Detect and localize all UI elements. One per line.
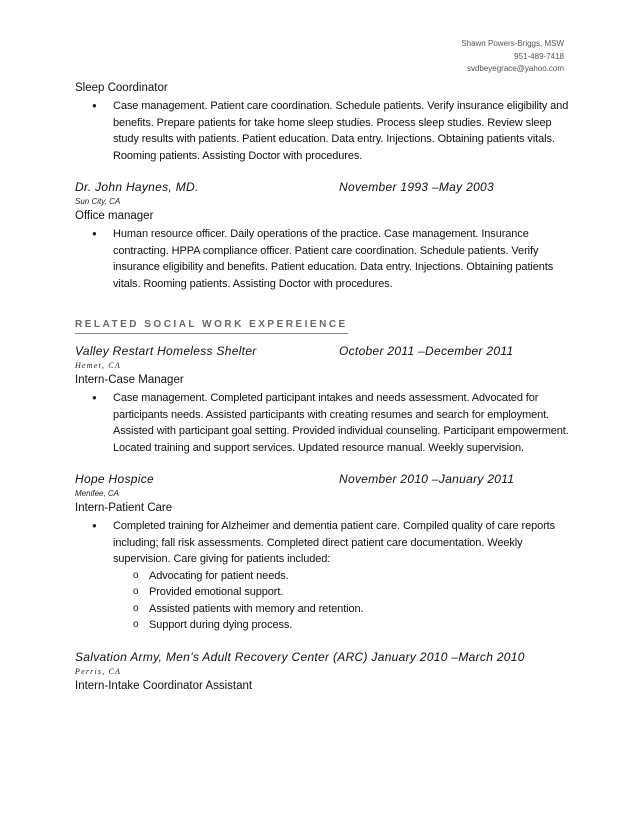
bullet-list [75, 518, 575, 634]
role-title: Intern-Intake Coordinator Assistant [75, 679, 253, 692]
employer-name: Dr. John Haynes, MD. [75, 180, 199, 194]
employer-row [75, 342, 575, 360]
employer-location: Perris, CA [75, 666, 122, 676]
job-block-valley-restart [75, 342, 575, 456]
employer-name: Hope Hospice [75, 472, 154, 486]
role-title: Office manager [75, 210, 154, 222]
sub-bullet-item: o Advocating for patient needs. [113, 568, 575, 585]
employer-heading: Salvation Army, Men’s Adult Recovery Center (ARC) January 2010 –March 2010 [75, 649, 525, 664]
role-title: Sleep Coordinator [75, 82, 168, 94]
employer-location: Menifee, CA [75, 489, 120, 498]
contact-email: svdbeyegrace@yahoo.com [466, 64, 564, 73]
section-heading: RELATED SOCIAL WORK EXPEREIENCE [75, 318, 348, 334]
employer-name: Valley Restart Homeless Shelter [75, 344, 257, 358]
bullet-item: ● Human resource officer. Daily operations of the practice. Case management. Insurance contracting. HPPA compliance officer. Patient care coordination. Schedule patients. Verify insurance eligibility and benefits. Patient education. Data entry. Injections. Obtaining patients vitals. Rooming patients. Assisting Doctor with procedures. [75, 226, 575, 292]
role-title: Intern-Patient Care [75, 502, 173, 514]
bullet-item: ● Case management. Patient care coordination. Schedule patients. Verify insurance eligibility and benefits. Prepare patients for take home sleep studies. Process sleep studies. Review sleep study results with patients. Patient education. Data entry. Injections. Obtaining patients vitals. Rooming patients. Assisting Doctor with procedures. [75, 98, 575, 164]
employer-row [75, 178, 575, 196]
bullet-item [75, 518, 575, 634]
employer-location: Sun City, CA [75, 197, 121, 206]
job-block-hope-hospice [75, 470, 575, 634]
contact-block [461, 38, 564, 76]
sub-bullet-list [113, 568, 575, 634]
employment-dates: November 2010 –January 2011 [339, 472, 515, 486]
bullet-item: ● Case management. Completed participant intakes and needs assessment. Advocated for participants needs. Assisted participants with creating resumes and search for employment. Assisted with participant goal setting. Provided individual counseling. Participant empowerment. Located training and support services. Updated resource manual. Weekly supervision. [75, 390, 575, 456]
resume-content [75, 80, 575, 694]
employer-location: Hemet, CA [75, 361, 121, 370]
bullet-list [75, 226, 575, 292]
role-block-sleep-coordinator [75, 80, 575, 164]
role-title: Intern-Case Manager [75, 374, 184, 386]
contact-name: Shawn Powers-Briggs, MSW [461, 39, 564, 48]
sub-bullet-item: o Assisted patients with memory and retention. [113, 601, 575, 618]
bullet-list [75, 98, 575, 164]
employment-dates: November 1993 –May 2003 [339, 180, 494, 194]
sub-bullet-item: o Support during dying process. [113, 617, 575, 634]
sub-bullet-item: o Provided emotional support. [113, 584, 575, 601]
employment-dates: October 2011 –December 2011 [339, 344, 514, 358]
job-block-haynes [75, 178, 575, 292]
employer-row [75, 470, 575, 488]
job-block-salvation-army [75, 648, 575, 694]
bullet-text: Completed training for Alzheimer and dementia patient care. Compiled quality of care reports including; fall risk assessments. Completed direct patient care documentation. Weekly supervision. Care giving for patients included: [113, 520, 556, 565]
contact-phone: 951-489-7418 [514, 51, 564, 61]
bullet-list [75, 390, 575, 456]
